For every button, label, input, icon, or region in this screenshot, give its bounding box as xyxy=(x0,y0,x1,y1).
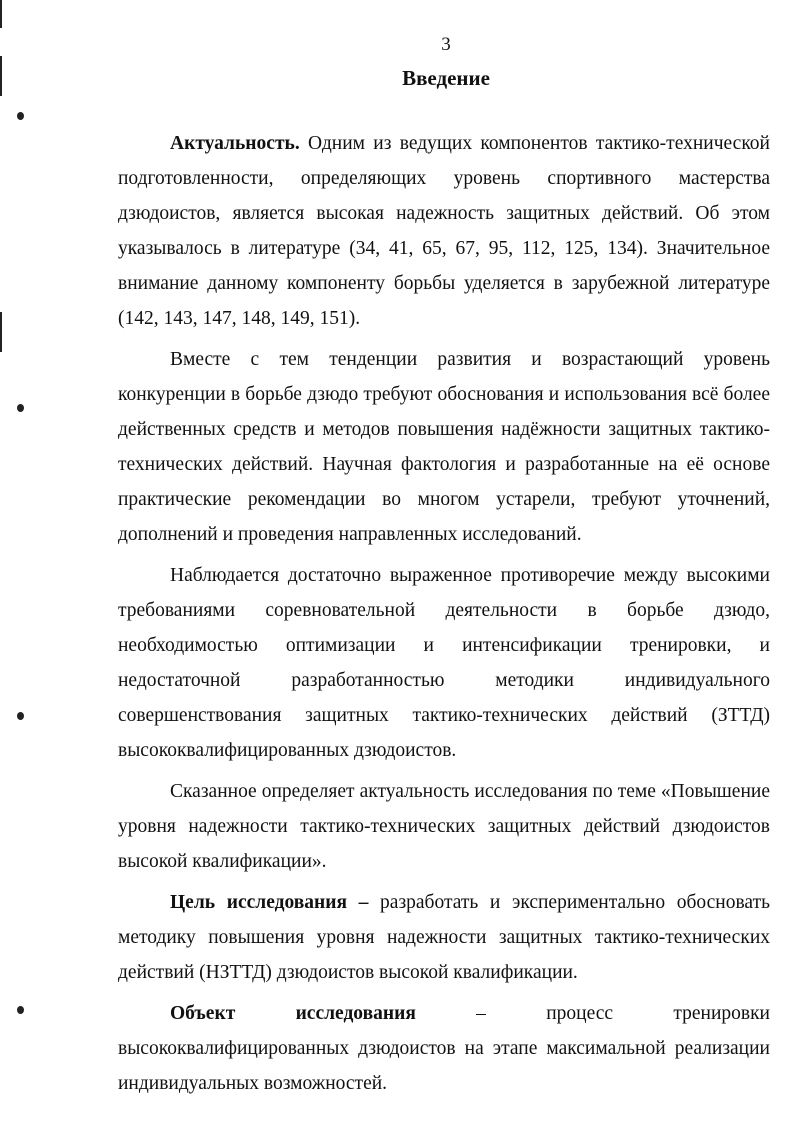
scan-edge-line xyxy=(0,0,2,28)
paragraph xyxy=(118,126,770,336)
paragraph-lead: Актуальность. xyxy=(170,133,300,154)
paragraph xyxy=(118,885,770,990)
paragraph-text: – процесс тренировки высококвалифицированных дзюдоистов на этапе максимальной реализации индивидуальных возможностей. xyxy=(118,1003,770,1094)
paragraph xyxy=(118,996,770,1101)
binding-hole-icon xyxy=(17,404,24,412)
body-text xyxy=(118,126,770,1101)
paragraph xyxy=(118,342,770,552)
paragraph xyxy=(118,774,770,879)
binding-hole-icon xyxy=(17,1006,24,1014)
scan-edge-line xyxy=(0,312,2,352)
paragraph-text: разработать и экспериментально обосновать методику повышения уровня надежности защитных тактико-технических действий (НЗТТД) дзюдоистов высокой квалификации. xyxy=(118,892,770,983)
paragraph-text: Наблюдается достаточно выраженное противоречие между высокими требованиями соревновательной деятельности в борьбе дзюдо, необходимостью оптимизации и интенсификации тренировки, и недостаточной разработанностью методики индивидуального совершенствования защитных тактико-технических действий (ЗТТД) высококвалифицированных дзюдоистов. xyxy=(118,565,770,761)
paragraph xyxy=(118,558,770,768)
binding-hole-icon xyxy=(17,712,24,720)
paragraph-text: Сказанное определяет актуальность исследования по теме «Повышение уровня надежности тактико-технических защитных действий дзюдоистов высокой квалификации». xyxy=(118,781,770,872)
page-title: Введение xyxy=(402,66,490,90)
paragraph-lead: Цель исследования – xyxy=(170,892,369,913)
paragraph-text: Вместе с тем тенденции развития и возрастающий уровень конкуренции в борьбе дзюдо требуют обоснования и использования всё более действенных средств и методов повышения надёжности защитных тактико-технических действий. Научная фактология и разработанные на её основе практические рекомендации во многом устарели, требуют уточнений, дополнений и проведения направленных исследований. xyxy=(118,349,770,545)
page-number: 3 xyxy=(441,34,451,55)
paragraph-lead: Объект исследования xyxy=(170,1003,416,1024)
binding-hole-icon xyxy=(17,112,24,120)
paragraph-text: Одним из ведущих компонентов тактико-технической подготовленности, определяющих уровень спортивного мастерства дзюдоистов, является высокая надежность защитных действий. Об этом указывалось в литературе (34, 41, 65, 67, 95, 112, 125, 134). Значительное внимание данному компоненту борьбы уделяется в зарубежной литературе (142, 143, 147, 148, 149, 151). xyxy=(118,133,770,329)
